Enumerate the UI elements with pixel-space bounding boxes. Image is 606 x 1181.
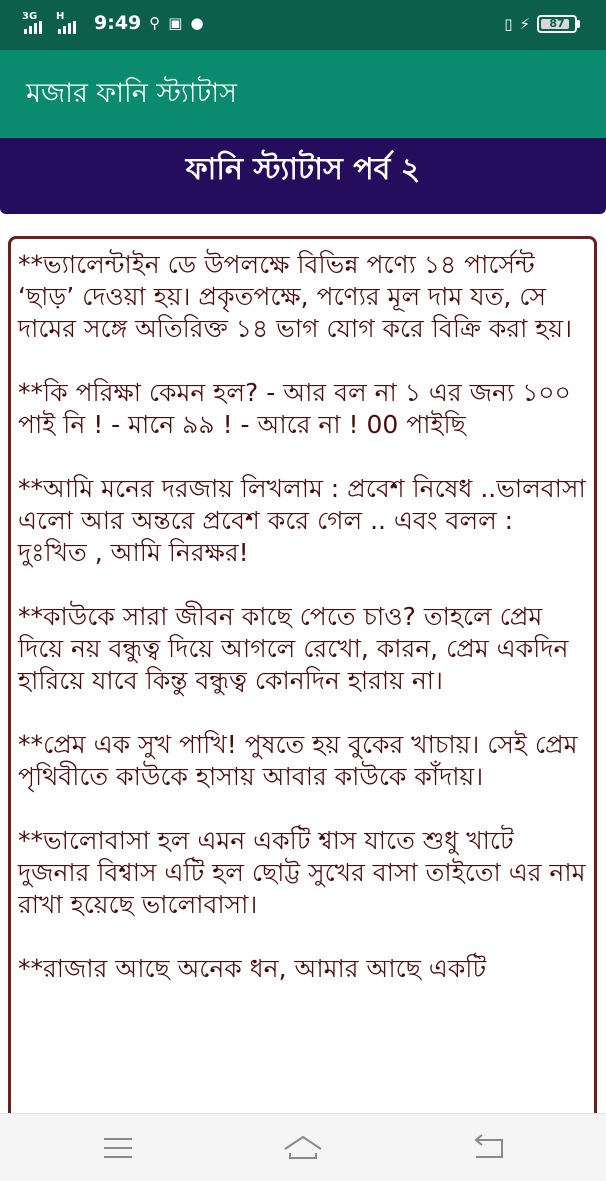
- signal-h-icon: [56, 12, 82, 34]
- status-bar: [0, 0, 606, 50]
- network-type-label: 3G: [22, 11, 38, 22]
- network-type-label: H: [56, 11, 65, 22]
- back-button[interactable]: [458, 1130, 518, 1166]
- status-right-group: [504, 13, 580, 35]
- status-paragraph: **ভালোবাসা হল এমন একটি শ্বাস যাতে শুধু খাটে দুজনার বিশ্বাস এটি হল ছোট্ট সুখের বাসা তাইতো এর নাম রাখা হয়েছে ভালোবাসা।: [18, 826, 586, 919]
- section-title: ফানি স্ট্যাটাস পর্ব ২: [185, 152, 421, 187]
- status-paragraph: **ভ্যালেন্টাইন ডে উপলক্ষে বিভিন্ন পণ্যে ১৪ পার্সেন্ট ‘ছাড়’ দেওয়া হয়। প্রকৃতপক্ষে, পণ্যের মূল দাম যত, সে দামের সঙ্গে অতিরিক্ত ১৪ ভাগ যোগ করে বিক্রি করা হয়।: [18, 250, 573, 343]
- menu-button[interactable]: [88, 1130, 148, 1166]
- signal-bars: [58, 21, 76, 34]
- battery-percent: 87: [549, 17, 565, 30]
- usb-icon: ⚲: [149, 14, 161, 32]
- battery-icon: [537, 15, 577, 33]
- section-banner: [0, 138, 606, 214]
- app-title: মজার ফানি স্ট্যাটাস: [26, 78, 237, 109]
- status-list: [11, 239, 594, 985]
- system-nav-bar: [0, 1113, 606, 1181]
- status-left-group: [22, 12, 204, 34]
- back-icon: [458, 1130, 518, 1166]
- status-paragraph: **প্রেম এক সুখ পাখি! পুষতে হয় বুকের খাচায়। সেই প্রেম পৃথিবীতে কাউকে হাসায় আবার কাউকে কাঁদায়।: [18, 730, 578, 791]
- home-button[interactable]: [273, 1130, 333, 1166]
- charging-icon: ⚡: [519, 15, 530, 33]
- status-content-box[interactable]: [8, 236, 597, 1136]
- sim-icon: ▣: [168, 14, 183, 32]
- battery-tip: [577, 20, 580, 28]
- status-paragraph: **রাজার আছে অনেক ধন, আমার আছে একটি: [18, 954, 487, 983]
- menu-icon: [88, 1130, 148, 1166]
- message-icon: ●: [190, 14, 204, 32]
- status-paragraph: **আমি মনের দরজায় লিখলাম : প্রবেশ নিষেধ ..ভালবাসা এলো আর অন্তরে প্রবেশ করে গেল .. এবং বলল : দুঃখিত , আমি নিরক্ষর!: [18, 474, 586, 567]
- signal-3g-icon: [22, 12, 48, 34]
- app-bar: [0, 50, 606, 138]
- signal-bars: [24, 21, 42, 34]
- status-paragraph: **কাউকে সারা জীবন কাছে পেতে চাও? তাহলে প্রেম দিয়ে নয় বন্ধুত্ব দিয়ে আগলে রেখো, কারন, প্রেম একদিন হারিয়ে যাবে কিন্তু বন্ধুত্ব কোনদিন হারায় না।: [18, 602, 569, 695]
- vibrate-icon: ▯: [504, 15, 513, 33]
- status-time: 9:49: [94, 12, 142, 34]
- home-icon: [273, 1130, 333, 1166]
- status-paragraph: **কি পরিক্ষা কেমন হল? - আর বল না ১ এর জন্য ১০০ পাই নি ! - মানে ৯৯ ! - আরে না ! 00 পাইছি: [18, 378, 571, 439]
